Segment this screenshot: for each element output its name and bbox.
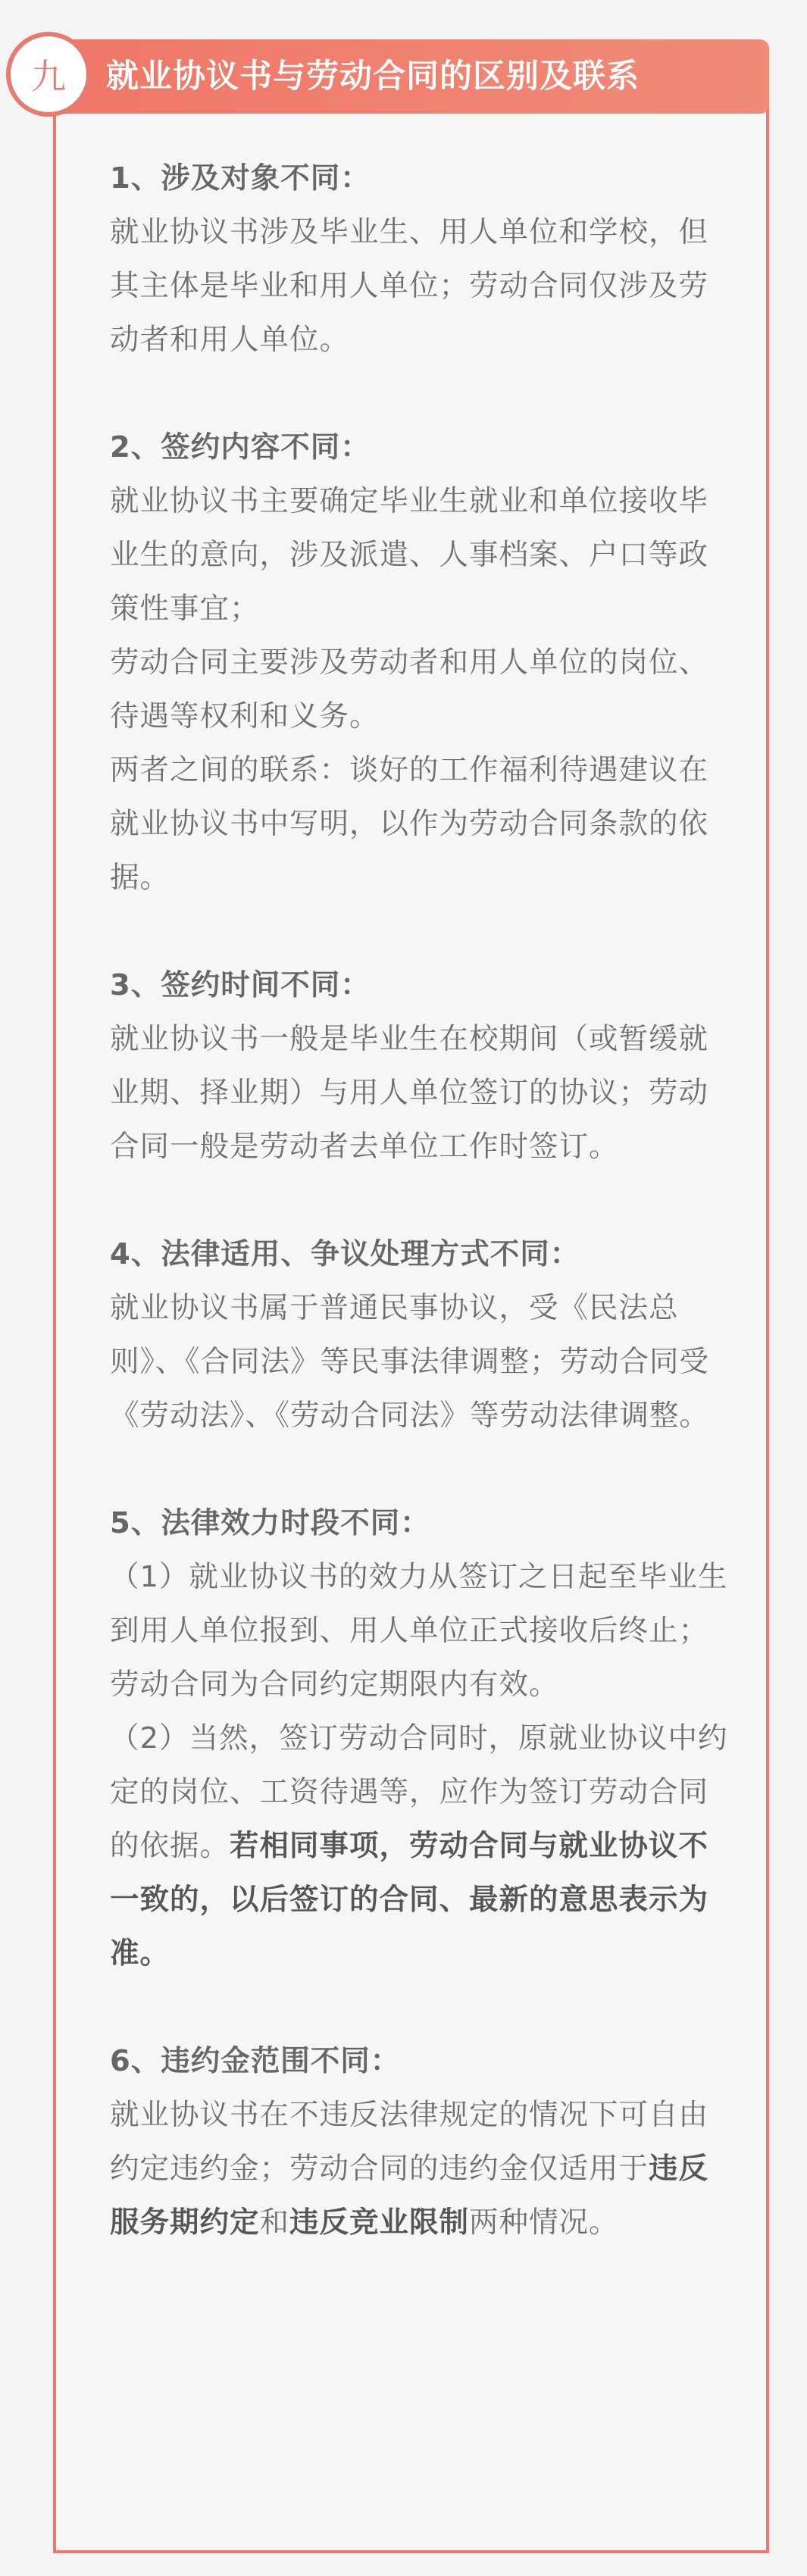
paragraph-text: 和: [259, 2206, 290, 2240]
section-3: [110, 958, 731, 1174]
paragraph-text: 两种情况。: [469, 2206, 619, 2240]
section-number-badge: 九: [6, 32, 91, 117]
section-title: 2、签约内容不同：: [110, 430, 371, 464]
page-title: 就业协议书与劳动合同的区别及联系: [106, 58, 640, 95]
section-6: [110, 2034, 731, 2249]
section-1: [110, 152, 731, 367]
paragraph: （1）就业协议书的效力从签订之日起至毕业生到用人单位报到、用人单位正式接收后终止；劳动合同为合同约定期限内有效。: [110, 1560, 728, 1702]
section-title: 1、涉及对象不同：: [110, 161, 371, 195]
paragraph: [110, 1712, 731, 1980]
paragraph: 两者之间的联系：谈好的工作福利待遇建议在就业协议书中写明，以作为劳动合同条款的依据。: [110, 753, 709, 895]
article-body: [110, 152, 731, 2303]
section-2: [110, 420, 731, 905]
section-title: 6、违约金范围不同：: [110, 2044, 401, 2078]
section-4: [110, 1227, 731, 1443]
paragraph-text: 就业协议书在不违反法律规定的情况下可自由约定违约金；劳动合同的违约金仅适用于: [110, 2098, 709, 2186]
paragraph: 劳动合同主要涉及劳动者和用人单位的岗位、待遇等权利和义务。: [110, 646, 709, 733]
section-5: [110, 1496, 731, 1980]
emphasis-text: 违反竞业限制: [289, 2206, 470, 2240]
section-title: 3、签约时间不同：: [110, 968, 371, 1002]
paragraph: [110, 2088, 731, 2249]
paragraph: 就业协议书主要确定毕业生就业和单位接收毕业生的意向，涉及派遣、人事档案、户口等政策性事宜；: [110, 484, 709, 626]
emphasis-text: 若相同事项，劳动合同与就业协议不一致的，以后签订的合同、最新的意思表示为准。: [110, 1829, 709, 1971]
paragraph: 就业协议书一般是毕业生在校期间（或暂缓就业期、择业期）与用人单位签订的协议；劳动合同一般是劳动者去单位工作时签订。: [110, 1022, 709, 1164]
paragraph: 就业协议书属于普通民事协议，受《民法总则》、《合同法》等民事法律调整；劳动合同受《劳动法》、《劳动合同法》等劳动法律调整。: [110, 1291, 710, 1433]
emphasis-text: 违反服务期约定: [110, 2152, 709, 2240]
section-title: 5、法律效力时段不同：: [110, 1506, 430, 1540]
paragraph: 就业协议书涉及毕业生、用人单位和学校，但其主体是毕业和用人单位；劳动合同仅涉及劳动者和用人单位。: [110, 215, 709, 357]
paragraph-text: （2）当然，签订劳动合同时，原就业协议中约定的岗位、工资待遇等，应作为签订劳动合同的依据。: [110, 1721, 728, 1863]
section-title: 4、法律适用、争议处理方式不同：: [110, 1237, 580, 1271]
